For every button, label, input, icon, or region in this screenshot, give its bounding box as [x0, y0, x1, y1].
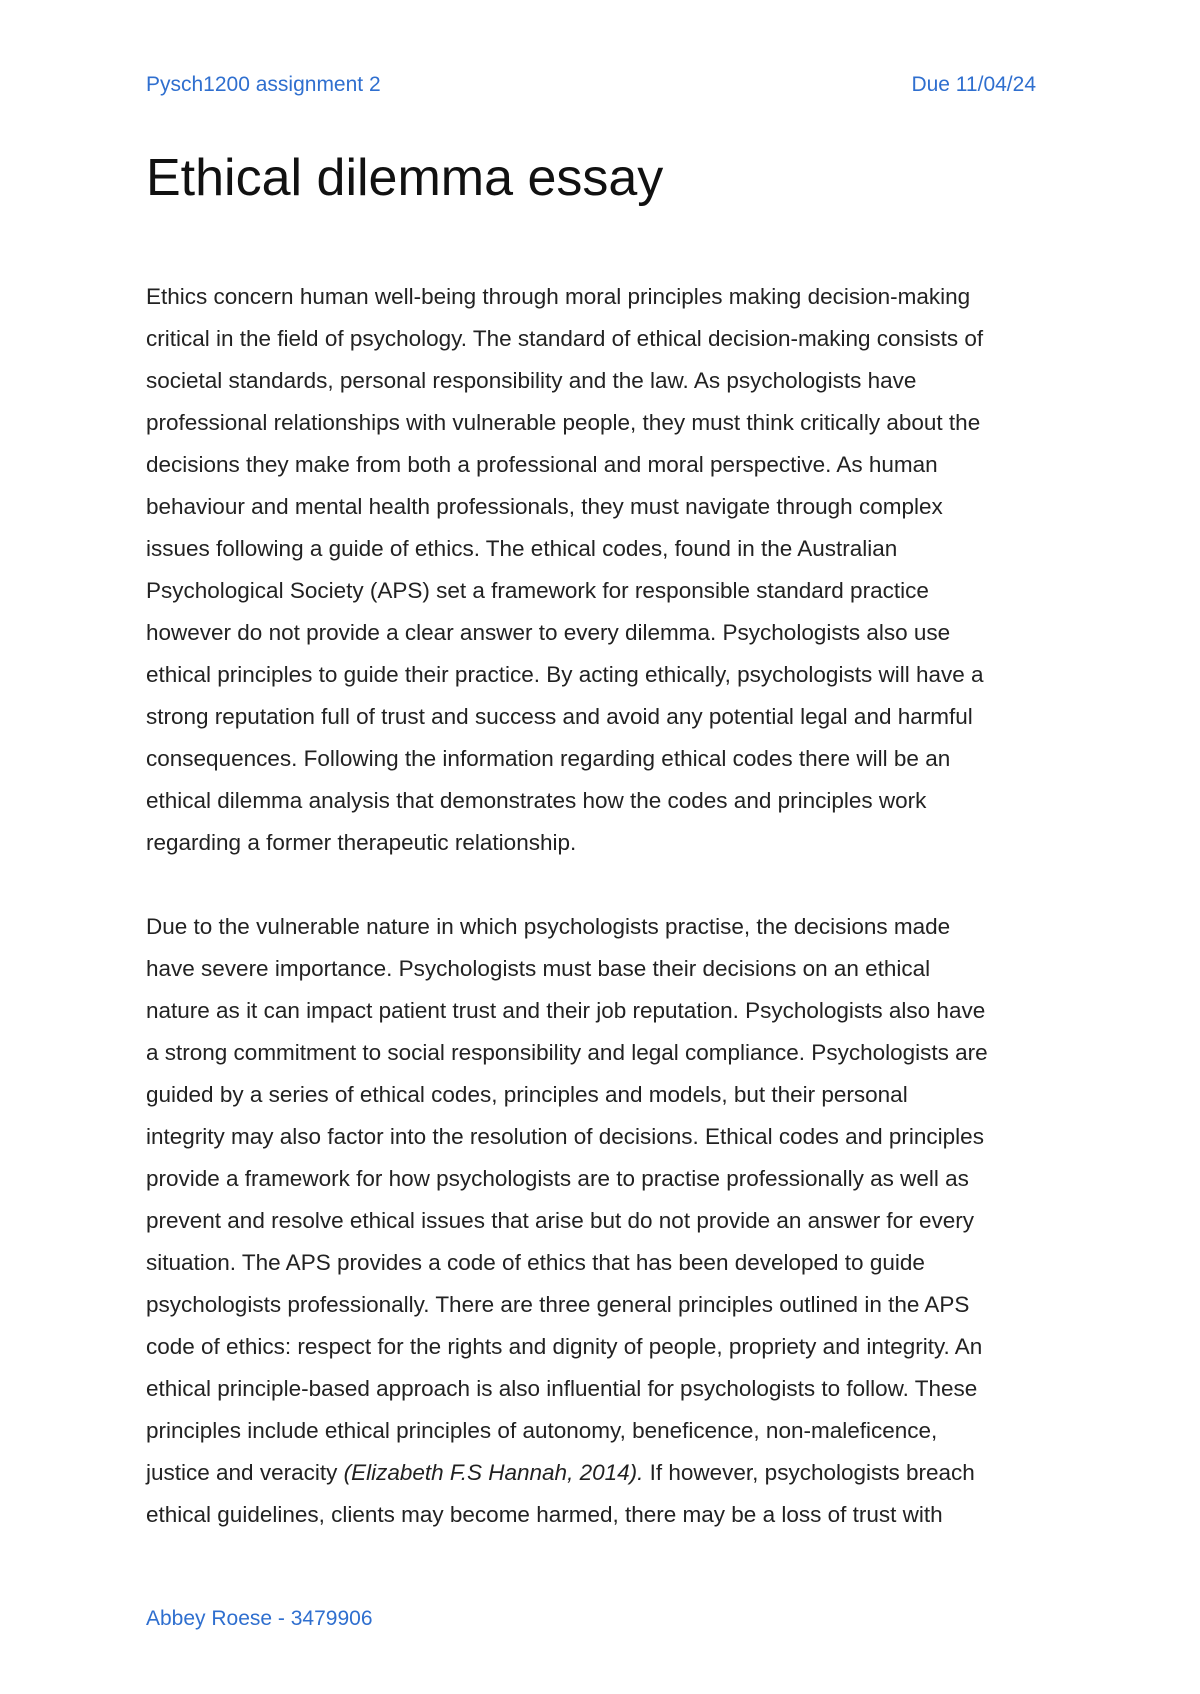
paragraph-line: provide a framework for how psychologists are to practise professionally as well as: [146, 1166, 969, 1191]
paragraph-line: consequences. Following the information regarding ethical codes there will be an: [146, 746, 951, 771]
paragraph-line: ethical guidelines, clients may become harmed, there may be a loss of trust with: [146, 1502, 943, 1527]
paragraph-line: integrity may also factor into the resolution of decisions. Ethical codes and principles: [146, 1124, 984, 1149]
paragraph-line: nature as it can impact patient trust and their job reputation. Psychologists also have: [146, 998, 986, 1023]
paragraph-line: societal standards, personal responsibility and the law. As psychologists have: [146, 368, 917, 393]
paragraph-line: Due to the vulnerable nature in which psychologists practise, the decisions made: [146, 914, 951, 939]
paragraph-line: guided by a series of ethical codes, principles and models, but their personal: [146, 1082, 908, 1107]
paragraph-line: ethical dilemma analysis that demonstrates how the codes and principles work: [146, 788, 927, 813]
paragraph-line: a strong commitment to social responsibility and legal compliance. Psychologists are: [146, 1040, 988, 1065]
paragraph-line: behaviour and mental health professionals, they must navigate through complex: [146, 494, 943, 519]
paragraph-2: [146, 906, 1076, 1536]
document-title: Ethical dilemma essay: [146, 149, 664, 207]
paragraph-line: regarding a former therapeutic relationship.: [146, 830, 577, 855]
paragraph-line: Psychological Society (APS) set a framework for responsible standard practice: [146, 578, 929, 603]
paragraph-line: issues following a guide of ethics. The ethical codes, found in the Australian: [146, 536, 898, 561]
paragraph-line: professional relationships with vulnerable people, they must think critically about the: [146, 410, 981, 435]
due-date: Due 11/04/24: [911, 73, 1036, 96]
page-footer: Abbey Roese - 3479906: [146, 1607, 373, 1630]
citation: (Elizabeth F.S Hannah, 2014).: [343, 1460, 644, 1485]
citation-line-after: If however, psychologists breach: [643, 1460, 975, 1485]
paragraph-1: [146, 276, 1076, 864]
citation-line-before: justice and veracity: [146, 1460, 344, 1485]
paragraph-line: situation. The APS provides a code of ethics that has been developed to guide: [146, 1250, 925, 1275]
paragraph-line: principles include ethical principles of autonomy, beneficence, non-maleficence,: [146, 1418, 938, 1443]
paragraph-line: code of ethics: respect for the rights and dignity of people, propriety and integrity. An: [146, 1334, 983, 1359]
paragraph-line: prevent and resolve ethical issues that arise but do not provide an answer for every: [146, 1208, 974, 1233]
paragraph-line: ethical principle-based approach is also influential for psychologists to follow. These: [146, 1376, 978, 1401]
paragraph-line: Ethics concern human well-being through moral principles making decision-making: [146, 284, 971, 309]
paragraph-line: decisions they make from both a professional and moral perspective. As human: [146, 452, 938, 477]
paragraph-line: however do not provide a clear answer to every dilemma. Psychologists also use: [146, 620, 951, 645]
paragraph-line-with-citation: [146, 1452, 1076, 1494]
paragraph-line: psychologists professionally. There are three general principles outlined in the APS: [146, 1292, 970, 1317]
paragraph-line: critical in the field of psychology. The standard of ethical decision-making consists of: [146, 326, 984, 351]
paragraph-line: ethical principles to guide their practice. By acting ethically, psychologists will have a: [146, 662, 984, 687]
paragraph-line: strong reputation full of trust and success and avoid any potential legal and harmful: [146, 704, 973, 729]
page-header: [146, 70, 1036, 100]
course-label: Pysch1200 assignment 2: [146, 73, 381, 96]
paragraph-line: have severe importance. Psychologists must base their decisions on an ethical: [146, 956, 931, 981]
